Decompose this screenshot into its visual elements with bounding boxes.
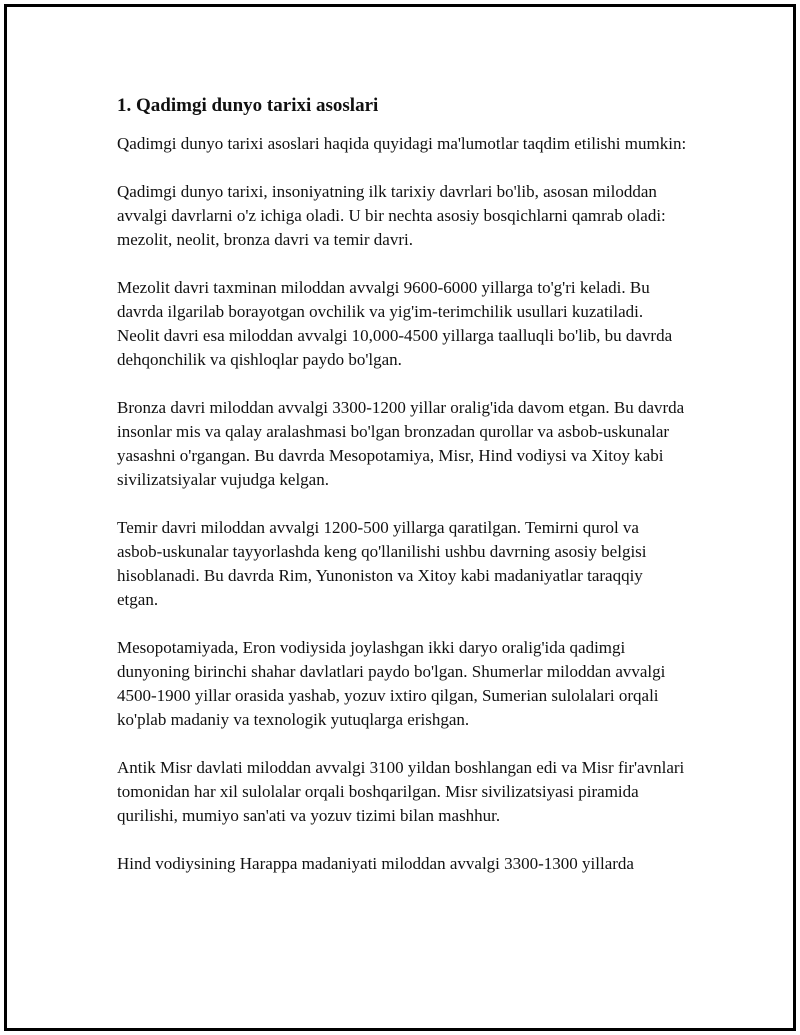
paragraph-iron-age: Temir davri miloddan avvalgi 1200-500 yillarga qaratilgan. Temirni qurol va asbob-uskunalar tayyorlashda keng qo'llanilishi ushbu davrning asosiy belgisi hisoblanadi. Bu davrda Rim, Yunoniston va Xitoy kabi madaniyatlar taraqqiy etgan. (117, 518, 647, 609)
paragraph-overview: Qadimgi dunyo tarixi, insoniyatning ilk tarixiy davrlari bo'lib, asosan miloddan avvalgi davrlarni o'z ichiga oladi. U bir nechta asosiy bosqichlarni qamrab oladi: mezolit, neolit, bronza davri va temir davri. (117, 182, 666, 249)
paragraph-egypt: Antik Misr davlati miloddan avvalgi 3100 yildan boshlangan edi va Misr fir'avnlari tomonidan har xil sulolalar orqali boshqarilgan. Misr sivilizatsiyasi piramida qurilishi, mumiyo san'ati va yozuv tizimi bilan mashhur. (117, 758, 685, 825)
document-body (117, 92, 687, 900)
paragraph-mesolithic-neolithic: Mezolit davri taxminan miloddan avvalgi 9600-6000 yillarga to'g'ri keladi. Bu davrda ilgarilab borayotgan ovchilik va yig'im-terimchilik usullari kuzatiladi. Neolit davri esa miloddan avvalgi 10,000-4500 yillarga taalluqli bo'lib, bu davrda dehqonchilik va qishloqlar paydo bo'lgan. (117, 278, 673, 369)
paragraph-bronze-age: Bronza davri miloddan avvalgi 3300-1200 yillar oralig'ida davom etgan. Bu davrda insonlar mis va qalay aralashmasi bo'lgan bronzadan qurollar va asbob-uskunalar yasashni o'rgangan. Bu davrda Mesopotamiya, Misr, Hind vodiysi va Xitoy kabi sivilizatsiyalar vujudga kelgan. (117, 398, 685, 489)
paragraph-harappa: Hind vodiysining Harappa madaniyati miloddan avvalgi 3300-1300 yillarda (117, 854, 634, 873)
paragraph-mesopotamia: Mesopotamiyada, Eron vodiysida joylashgan ikki daryo oralig'ida qadimgi dunyoning birinchi shahar davlatlari paydo bo'lgan. Shumerlar miloddan avvalgi 4500-1900 yillar orasida yashab, yozuv ixtiro qilgan, Sumerian sulolalari orqali ko'plab madaniy va texnologik yutuqlarga erishgan. (117, 638, 666, 729)
paragraph-intro: Qadimgi dunyo tarixi asoslari haqida quyidagi ma'lumotlar taqdim etilishi mumkin: (117, 134, 687, 153)
document-title: 1. Qadimgi dunyo tarixi asoslari (117, 95, 379, 116)
